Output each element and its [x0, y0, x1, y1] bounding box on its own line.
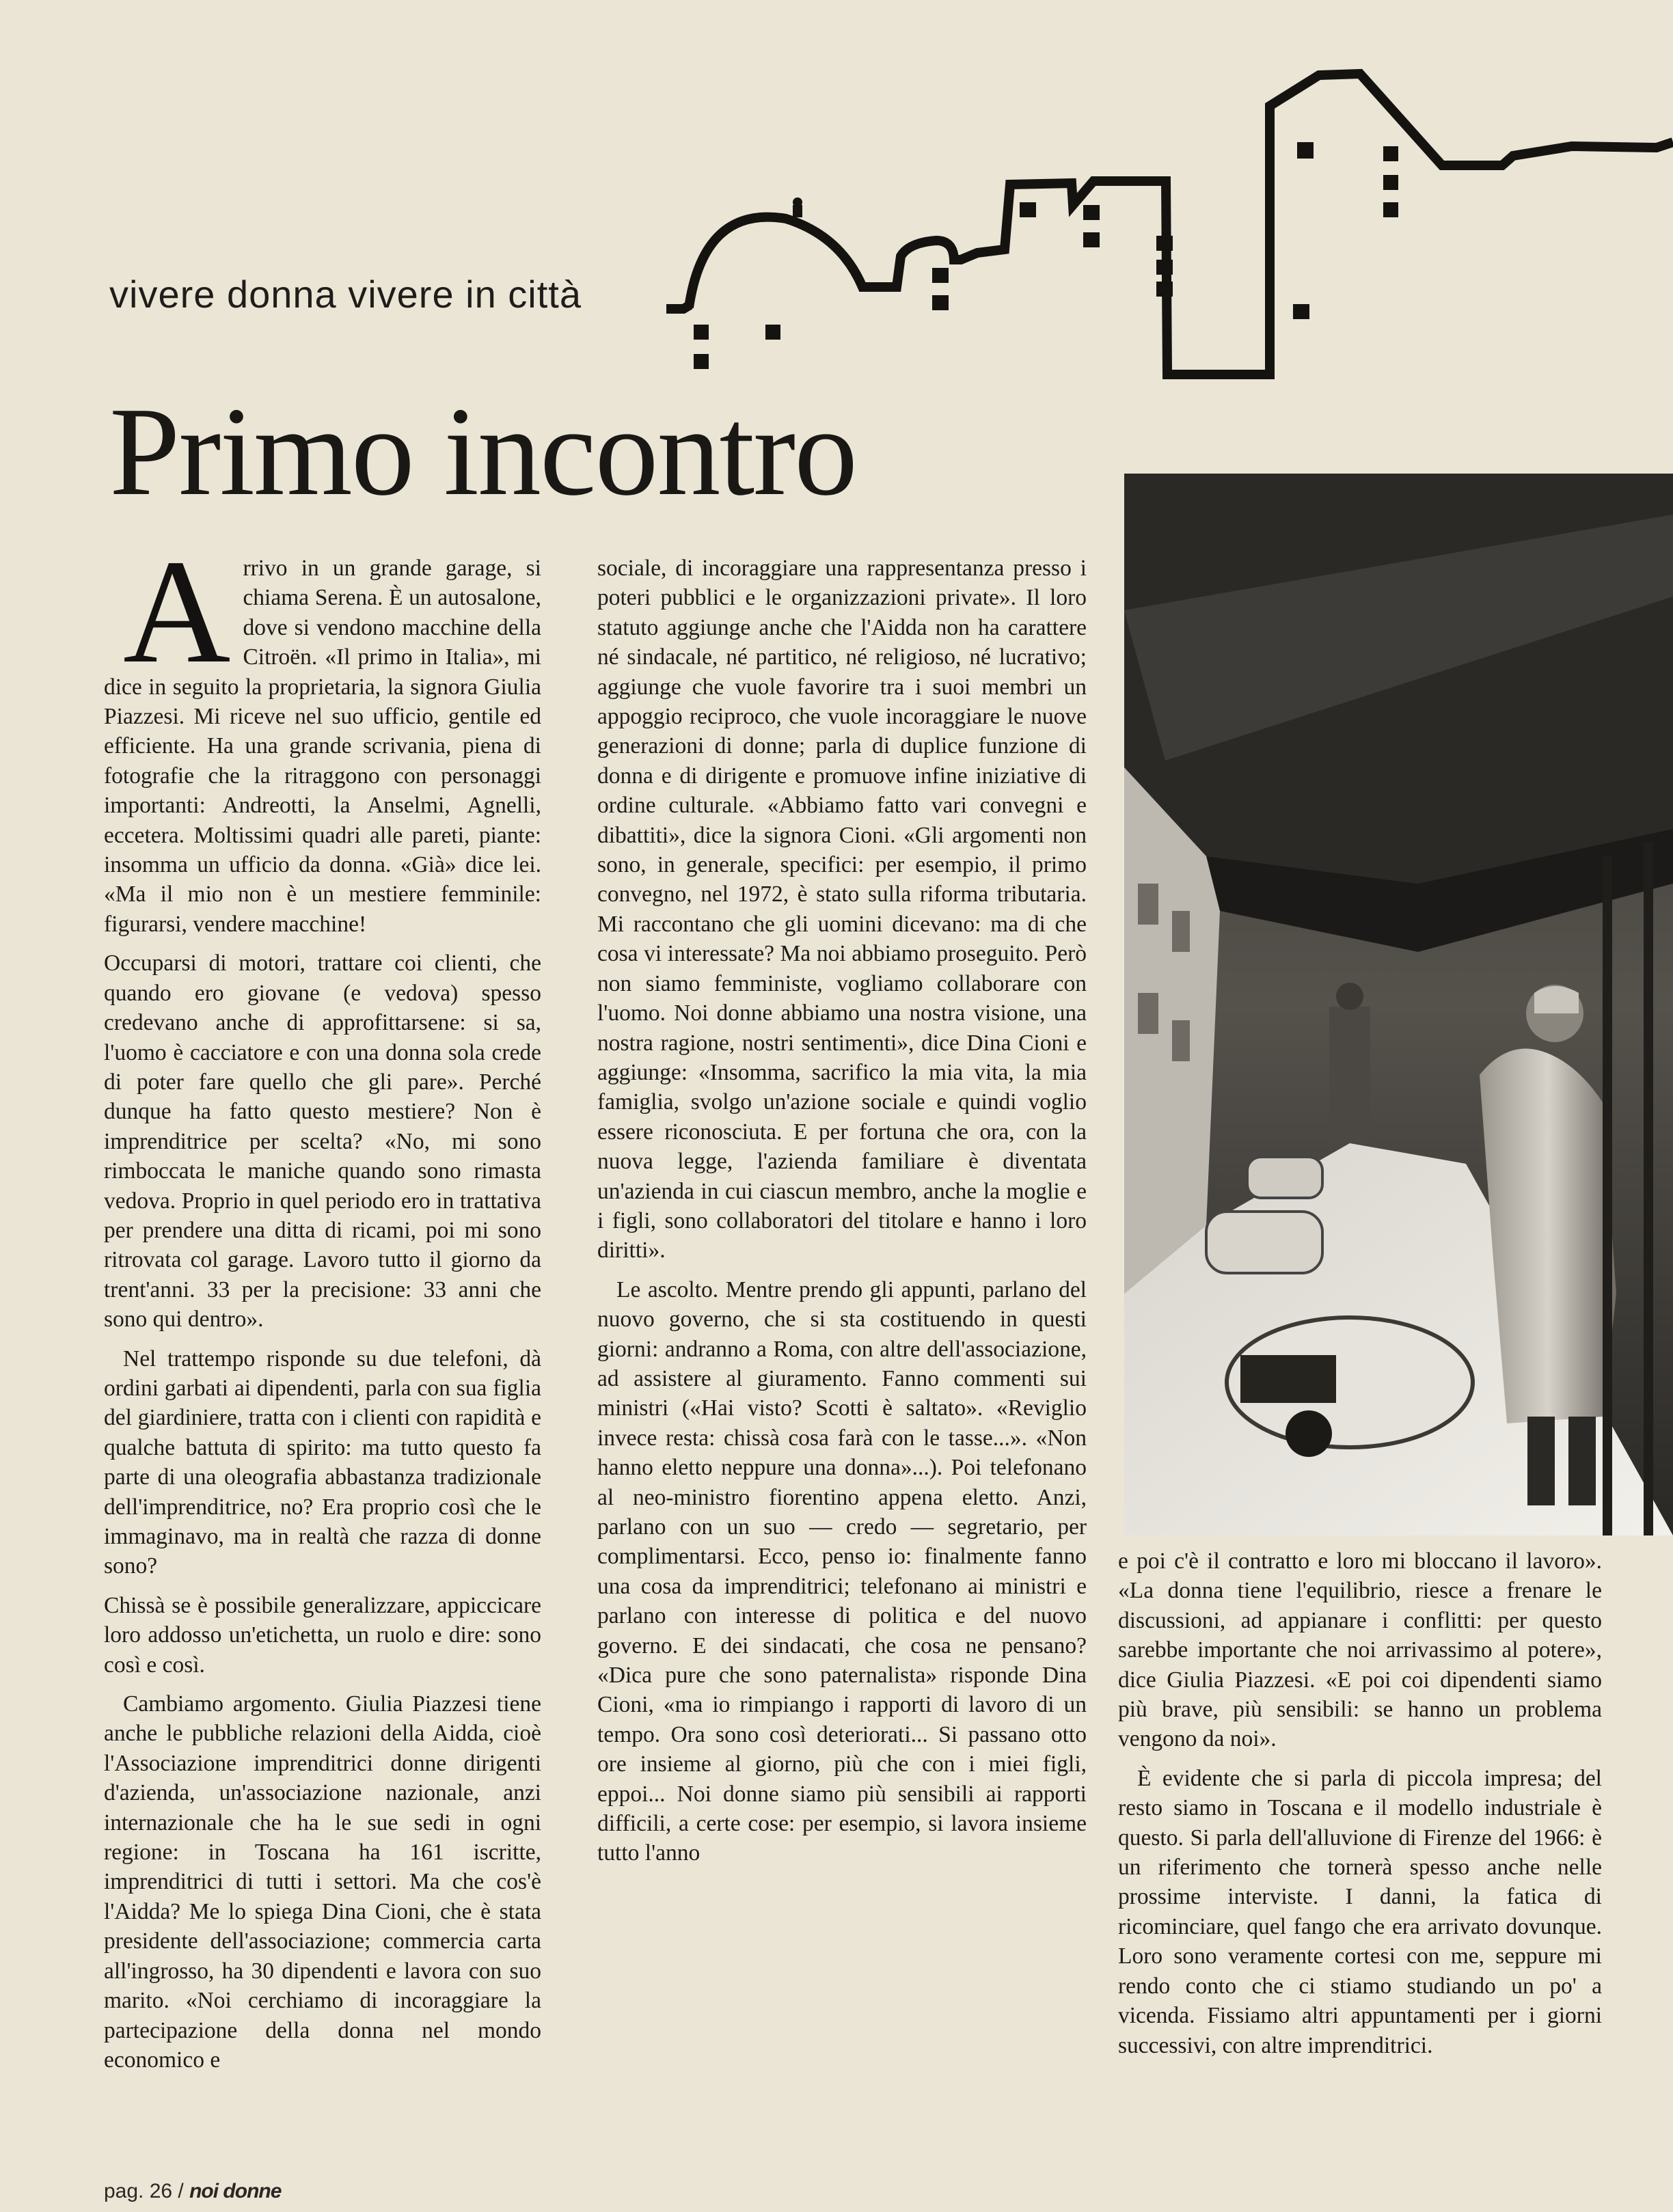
paragraph: Le ascolto. Mentre prendo gli appunti, parlano del nuovo governo, che si sta costituendo in questi giorni: andranno a Roma, con altre dell'associazione, ad assistere al giuramento. Fanno commenti sui ministri («Hai visto? Scotti è saltato». «Reviglio invece resta: chissà cosa farà con le tasse...». «Non hanno eletto neppure una donna»...). Poi telefonano al neo-ministro fiorentino appena eletto. Anzi, parlano con un suo — credo — segretario, per complimentarsi. Ecco, penso io: finalmente fanno una cosa da imprenditrici; telefonano ai ministri e parlano con interesse di politica e del nuovo governo. E dei sindacati, che cosa ne pensano? «Dica pure che sono paternalista» risponde Dina Cioni, «ma io rimpiango i rapporti di lavoro di un tempo. Ora sono così deteriorati... Si passano otto ore insieme al giorno, più che con i miei figli, eppoi... Noi donne siamo più sensibili ai rapporti difficili, a certe cose: per esempio, si lavora insieme tutto l'anno: [597, 1276, 1087, 1866]
page-footer: [104, 2180, 281, 2203]
article-column-1: [104, 530, 541, 2075]
page-number: pag. 26 /: [104, 2180, 184, 2202]
magazine-name: noi donne: [189, 2180, 282, 2202]
article-column-3: [1118, 1546, 1602, 2060]
paragraph: e poi c'è il contratto e loro mi bloccano il lavoro». «La donna tiene l'equilibrio, riesce a frenare le discussioni, ad appianare i conflitti: per questo sarebbe importante che noi arrivassimo al potere», dice Giulia Piazzesi. «E poi coi dipendenti siamo più brave, più sensibili: se hanno un problema vengono da noi».: [1118, 1548, 1602, 1752]
skyline-outline: [666, 74, 1673, 374]
paragraph: È evidente che si parla di piccola impresa; del resto siamo in Toscana e il modello industriale è questo. Si parla dell'alluvione di Firenze del 1966: è un riferimento che tornerà spesso anche nelle prossime interviste. I danni, la fatica di ricominciare, quel fango che era arrivato dovunque. Loro sono veramente cortesi con me, seppure mi rendo conto che ci stiamo studiando un po' a vicenda. Fissiamo altri appuntamenti per i giorni successivi, con altre imprenditrici.: [1118, 1765, 1602, 2058]
paragraph: Cambiamo argomento. Giulia Piazzesi tiene anche le pubbliche relazioni della Aidda, cioè l'Associazione imprenditrici donne dirigenti d'azienda, un'associazione nazionale, anzi internazionale che ha le sue sedi in ogni regione: in Toscana ha 161 iscritte, imprenditrici di tutti i settori. Ma che cos'è l'Aidda? Me lo spiega Dina Cioni, che è stata presidente dell'associazione; commercia carta all'ingrosso, ha 30 dipendenti e lavora con suo marito. «Noi cerchiamo di incoraggiare la partecipazione della donna nel mondo economico e: [104, 1691, 541, 2073]
street-photo: [1124, 474, 1673, 1535]
paragraph-text: rrivo in un grande garage, si chiama Serena. È un autosalone, dove si vendono macchine della Citroën. «Il primo in Italia», mi dice in seguito la proprietaria, la signora Giulia Piazzesi. Mi riceve nel suo ufficio, gentile ed efficiente. Ha una grande scrivania, piena di fotografie che la ritraggono con personaggi importanti: Andreotti, la Anselmi, Agnelli, eccetera. Moltissimi quadri alle pareti, piante: insomma un ufficio da donna. «Già» dice lei. «Ma il mio non è un mestiere femminile: figurarsi, vendere macchine!: [104, 556, 541, 937]
skyline-illustration: [0, 0, 1673, 410]
paragraph: Chissà se è possibile generalizzare, appiccicare loro addosso un'etichetta, un ruolo e dire: sono così e così.: [104, 1592, 541, 1678]
skyline-windows: [694, 142, 1398, 369]
section-label: vivere donna vivere in città: [109, 273, 582, 316]
paragraph: Occuparsi di motori, trattare coi clienti, che quando ero giovane (e vedova) spesso credevano anche di approfittarsene: si sa, l'uomo è cacciatore e con una donna sola crede di poter fare quello che gli pare». Perché dunque ha fatto questo mestiere? Non è imprenditrice per scelta? «No, mi sono rimboccata le maniche quando sono rimasta vedova. Proprio in quel periodo ero in trattativa per prendere una ditta di ricami, poi mi sono ritrovata col garage. Lavoro tutto il giorno da trent'anni. 33 per la precisione: 33 anni che sono qui dentro».: [104, 951, 541, 1333]
paragraph: [104, 530, 541, 939]
article-column-2: [597, 554, 1087, 1868]
article-title: Primo incontro: [109, 381, 857, 522]
paragraph: Nel trattempo risponde su due telefoni, dà ordini garbati ai dipendenti, parla con sua figlia del giardiniere, tratta con i clienti con rapidità e qualche battuta di spirito: ma tutto questo fa parte di una oleografia abbastanza tradizionale dell'imprenditrice, no? Era proprio così che le immaginavo, ma in realtà che razza di donne sono?: [104, 1346, 541, 1579]
drop-cap: A: [123, 530, 231, 694]
paragraph: sociale, di incoraggiare una rappresentanza presso i poteri pubblici e le organizzazioni private». Il loro statuto aggiunge anche che l'Aidda non ha carattere né sindacale, né partitico, né religioso, né lucrativo; aggiunge che vuole favorire tra i suoi membri un appoggio reciproco, che vuole incoraggiare le nuove generazioni di donne; parla di duplice funzione di donna e di dirigente e promuove infine iniziative di ordine culturale. «Abbiamo fatto vari convegni e dibattiti», dice la signora Cioni. «Gli argomenti non sono, in generale, specifici: per esempio, il primo convegno, nel 1972, è stato sulla riforma tributaria. Mi raccontano che gli uomini dicevano: ma di che cosa vi interessate? Ma noi abbiamo proseguito. Però non siamo femministe, vogliamo collaborare con l'uomo. Noi donne abbiamo una nostra visione, una nostra ragione, nostri sentimenti», dice Dina Cioni e aggiunge: «Insomma, sacrifico la mia vita, la mia famiglia, svolgo un'azione sociale e quindi voglio essere riconosciuta. E per fortuna che ora, con la nuova legge, l'azienda familiare è diventata un'azienda in cui ciascun membro, anche la moglie e i figli, sono collaboratori del titolare e hanno i loro diritti».: [597, 556, 1087, 1264]
